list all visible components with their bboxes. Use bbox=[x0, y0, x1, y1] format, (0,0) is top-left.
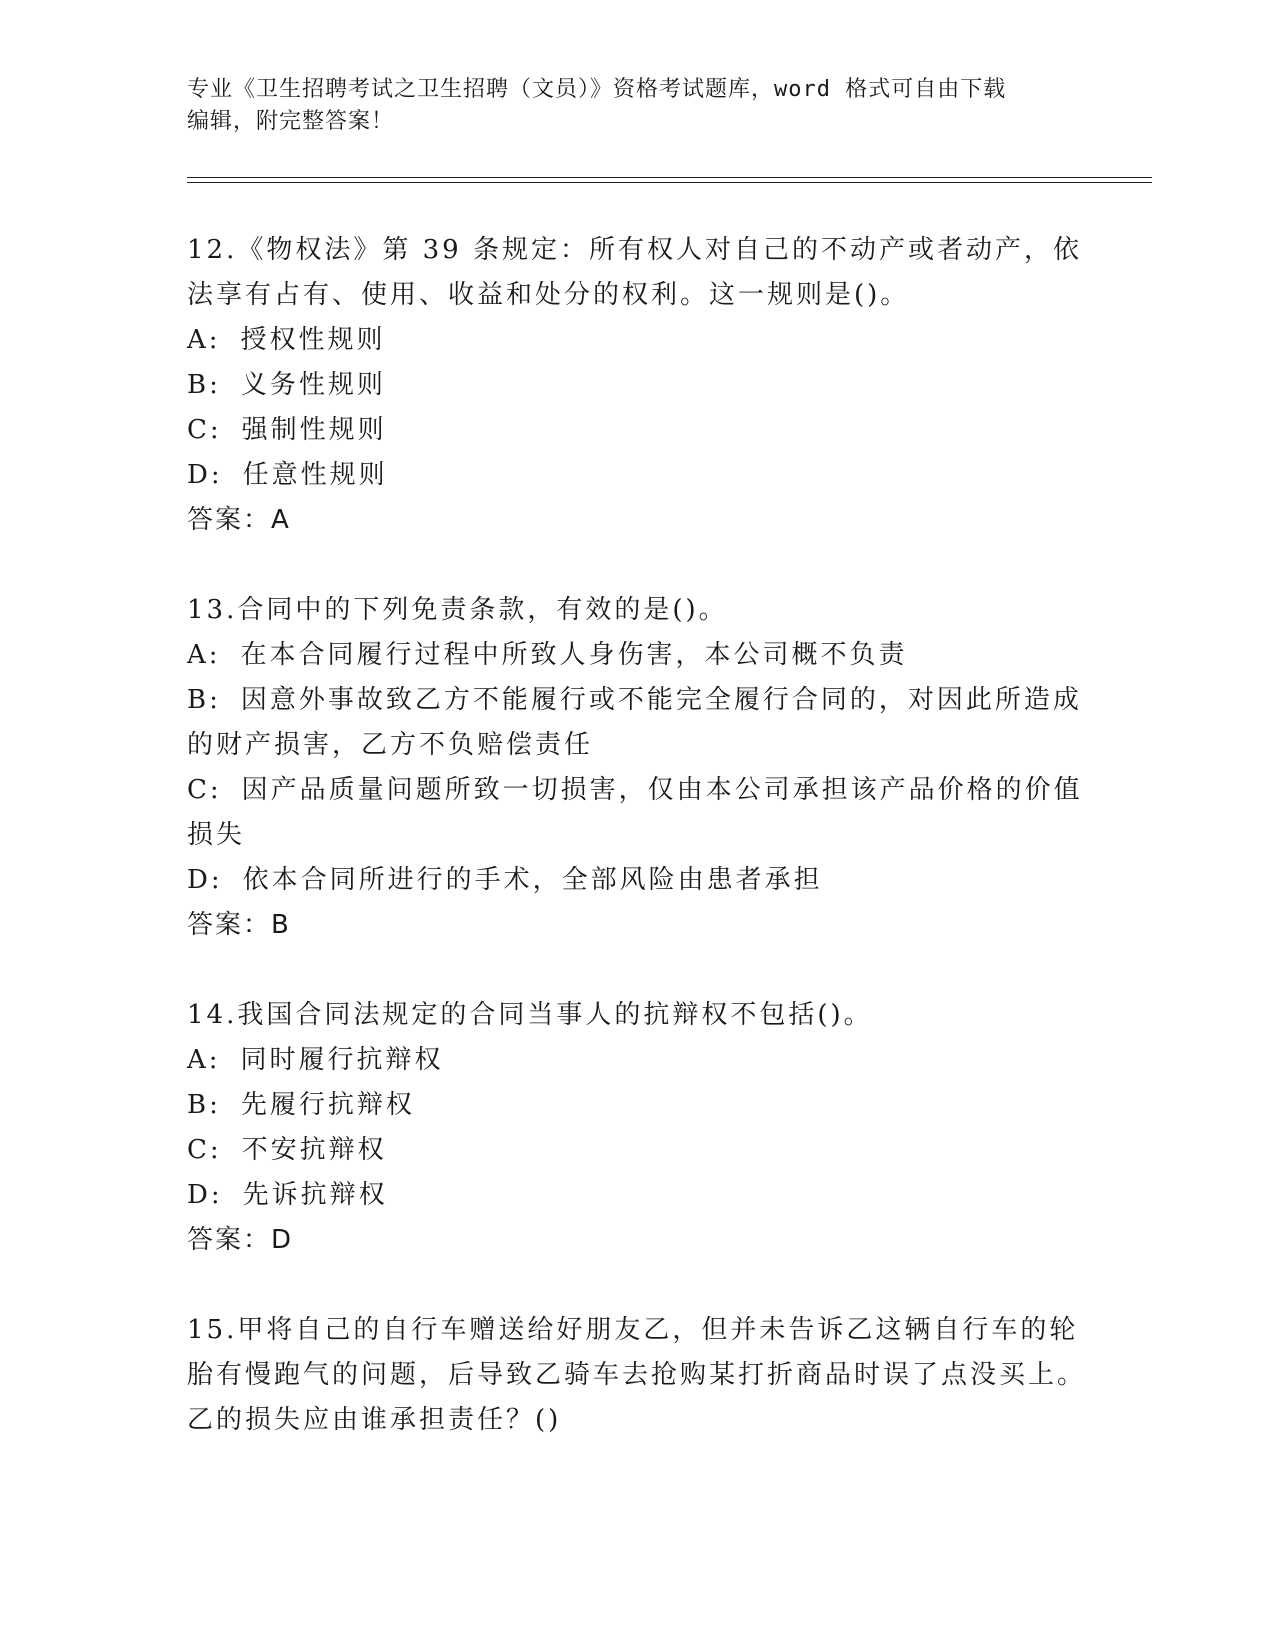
option-a bbox=[187, 633, 1087, 678]
option-key: B: bbox=[187, 685, 221, 715]
document-header bbox=[187, 74, 1087, 138]
option-text: 同时履行抗辩权 bbox=[240, 1045, 444, 1075]
option-text: 先诉抗辩权 bbox=[242, 1180, 388, 1210]
option-b bbox=[187, 363, 1087, 408]
option-d bbox=[187, 1173, 1087, 1218]
question-13 bbox=[187, 588, 1087, 948]
option-key: D: bbox=[187, 460, 223, 490]
answer-line: 答案：A bbox=[187, 505, 291, 535]
option-c bbox=[187, 1128, 1087, 1173]
option-key: C: bbox=[187, 775, 222, 805]
question-stem: 14.我国合同法规定的合同当事人的抗辩权不包括()。 bbox=[187, 1000, 873, 1030]
answer-line: 答案：B bbox=[187, 910, 291, 940]
question-14 bbox=[187, 993, 1087, 1263]
option-text: 不安抗辩权 bbox=[241, 1135, 387, 1165]
question-stem: 13.合同中的下列免责条款，有效的是()。 bbox=[187, 595, 728, 625]
option-text: 强制性规则 bbox=[241, 415, 387, 445]
option-d bbox=[187, 858, 1087, 903]
option-key: D: bbox=[187, 1180, 223, 1210]
option-key: A: bbox=[187, 325, 221, 355]
option-text: 任意性规则 bbox=[242, 460, 388, 490]
option-text: 在本合同履行过程中所致人身伤害，本公司概不负责 bbox=[240, 640, 908, 670]
option-a bbox=[187, 1038, 1087, 1083]
question-12 bbox=[187, 228, 1087, 543]
option-text: 因意外事故致乙方不能履行或不能完全履行合同的，对因此所造成的财产损害，乙方不负赔偿责任 bbox=[187, 685, 1082, 760]
header-line-2: 编辑，附完整答案！ bbox=[187, 109, 395, 134]
header-divider-top bbox=[187, 177, 1152, 178]
option-key: B: bbox=[187, 370, 221, 400]
option-text: 依本合同所进行的手术，全部风险由患者承担 bbox=[242, 865, 823, 895]
option-key: D: bbox=[187, 865, 223, 895]
option-text: 授权性规则 bbox=[240, 325, 386, 355]
option-key: C: bbox=[187, 415, 222, 445]
option-text: 义务性规则 bbox=[240, 370, 386, 400]
option-b bbox=[187, 678, 1087, 768]
question-stem: 15.甲将自己的自行车赠送给好朋友乙，但并未告诉乙这辆自行车的轮胎有慢跑气的问题，后导致乙骑车去抢购某打折商品时误了点没买上。乙的损失应由谁承担责任？() bbox=[187, 1315, 1087, 1435]
option-key: B: bbox=[187, 1090, 221, 1120]
question-list bbox=[187, 228, 1087, 1488]
option-b bbox=[187, 1083, 1087, 1128]
answer-line: 答案：D bbox=[187, 1225, 294, 1255]
option-text: 因产品质量问题所致一切损害，仅由本公司承担该产品价格的价值损失 bbox=[187, 775, 1083, 850]
option-c bbox=[187, 408, 1087, 453]
option-d bbox=[187, 453, 1087, 498]
header-line-1: 专业《卫生招聘考试之卫生招聘（文员）》资格考试题库，word 格式可自由下载 bbox=[187, 77, 1007, 102]
question-stem: 12.《物权法》第 39 条规定：所有权人对自己的不动产或者动产，依法享有占有、使用、收益和处分的权利。这一规则是()。 bbox=[187, 235, 1082, 310]
option-a bbox=[187, 318, 1087, 363]
header-divider-bottom bbox=[187, 182, 1152, 183]
question-15 bbox=[187, 1308, 1087, 1443]
option-c bbox=[187, 768, 1087, 858]
option-key: A: bbox=[187, 1045, 221, 1075]
option-key: C: bbox=[187, 1135, 222, 1165]
option-key: A: bbox=[187, 640, 221, 670]
option-text: 先履行抗辩权 bbox=[240, 1090, 415, 1120]
